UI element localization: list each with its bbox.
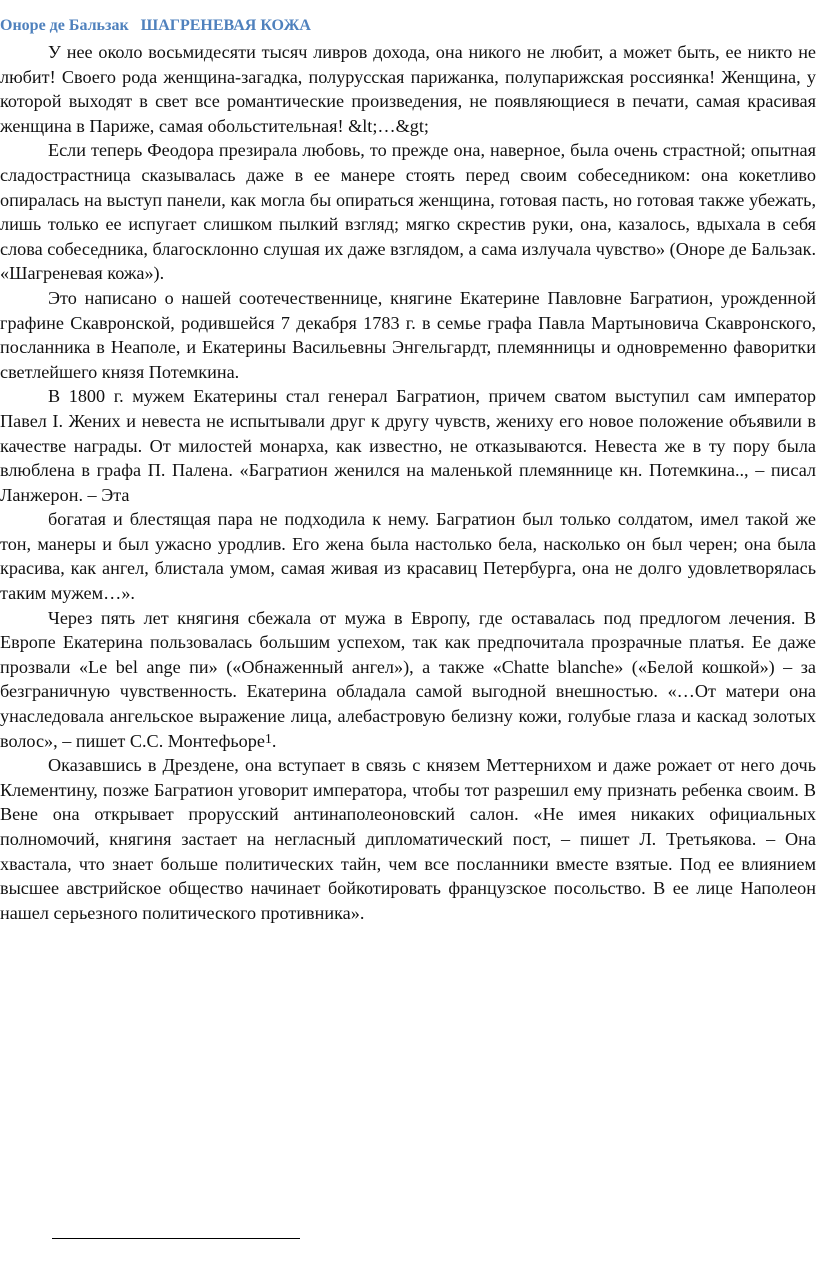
footnote-separator (52, 1238, 300, 1239)
paragraph-6-end: . (271, 730, 277, 751)
document-header (0, 14, 816, 38)
paragraph-5: богатая и блестящая пара не подходила к нему. Багратион был только солдатом, имел такой же тон, манеры и был ужасно уродлив. Его жена была настолько бела, насколько он был черен; она была красива, как ангел, блистала умом, самая живая из красавиц Петербурга, она не долго удовлетворялась таким мужем…». (0, 509, 816, 604)
paragraph-6-text: Через пять лет княгиня сбежала от мужа в Европу, где оставалась под предлогом лечения. В Европе Екатерина пользовалась большим успехом, так как предпочитала прозрачные платья. Ее даже прозвали «Le bel ange пи» («Обнаженный ангел»), а также «Chatte blanche» («Белой кошкой») – за безграничную чувственность. Екатерина обладала самой выгодной внешностью. «…От матери она унаследовала ангельское выражение лица, алебастровую белизну кожи, голубые глаза и каскад золотых волос», – пишет С.С. Монтефьоре (0, 607, 816, 751)
document-body (0, 40, 816, 925)
paragraph-4: В 1800 г. мужем Екатерины стал генерал Багратион, причем сватом выступил сам император Павел I. Жених и невеста не испытывали друг к другу чувств, жениху его новое положение объявили в качестве награды. От милостей монарха, как известно, не отказываются. Невеста же в ту пору была влюблена в графа П. Палена. «Багратион женился на маленькой племяннице кн. Потемкина.., – писал Ланжерон. – Эта (0, 386, 816, 505)
paragraph-2: Если теперь Феодора презирала любовь, то прежде она, наверное, была очень страстной; опытная сладострастница сказывалась даже в ее манере стоять перед своим собеседником: она кокетливо опиралась на выступ панели, как могла бы опираться женщина, готовая пасть, но готовая также убежать, лишь только ее испугает слишком пылкий взгляд; мягко скрестив руки, она, казалось, вдыхала в себя слова собеседника, благосклонно слушая их даже взглядом, а сама излучала чувство» (Оноре де Бальзак. «Шагреневая кожа»). (0, 140, 816, 284)
header-author: Оноре де Бальзак (0, 17, 129, 34)
footnote-marker[interactable]: 1 (264, 731, 272, 747)
paragraph-7: Оказавшись в Дрездене, она вступает в связь с князем Меттернихом и даже рожает от него дочь Клементину, позже Багратион уговорит императора, чтобы тот разрешил ему признать ребенка своим. В Вене она открывает прорусский антинаполеоновский салон. «Не имея никаких официальных полномочий, княгиня застает на негласный дипломатический пост, – пишет Л. Третьякова. – Она хвастала, что знает больше политических тайн, чем все посланники вместе взятые. Под ее влиянием высшее австрийское общество начинает бойкотировать французское посольство. В ее лице Наполеон нашел серьезного политического противника». (0, 755, 816, 923)
paragraph-6 (0, 606, 816, 754)
paragraph-1: У нее около восьмидесяти тысяч ливров дохода, она никого не любит, а может быть, ее никто не любит! Своего рода женщина-загадка, полурусская парижанка, полупарижская россиянка! Женщина, у которой выходят в свет все романтические произведения, не появляющиеся в печати, самая красивая женщина в Париже, самая обольстительная! &lt;…&gt; (0, 42, 816, 136)
header-title: ШАГРЕНЕВАЯ КОЖА (140, 17, 311, 34)
paragraph-3: Это написано о нашей соотечественнице, княгине Екатерине Павловне Багратион, урожденной графине Скавронской, родившейся 7 декабря 1783 г. в семье графа Павла Мартыновича Скавронского, посланника в Неаполе, и Екатерины Васильевны Энгельгардт, племянницы и одновременно фаворитки светлейшего князя Потемкина. (0, 287, 816, 382)
